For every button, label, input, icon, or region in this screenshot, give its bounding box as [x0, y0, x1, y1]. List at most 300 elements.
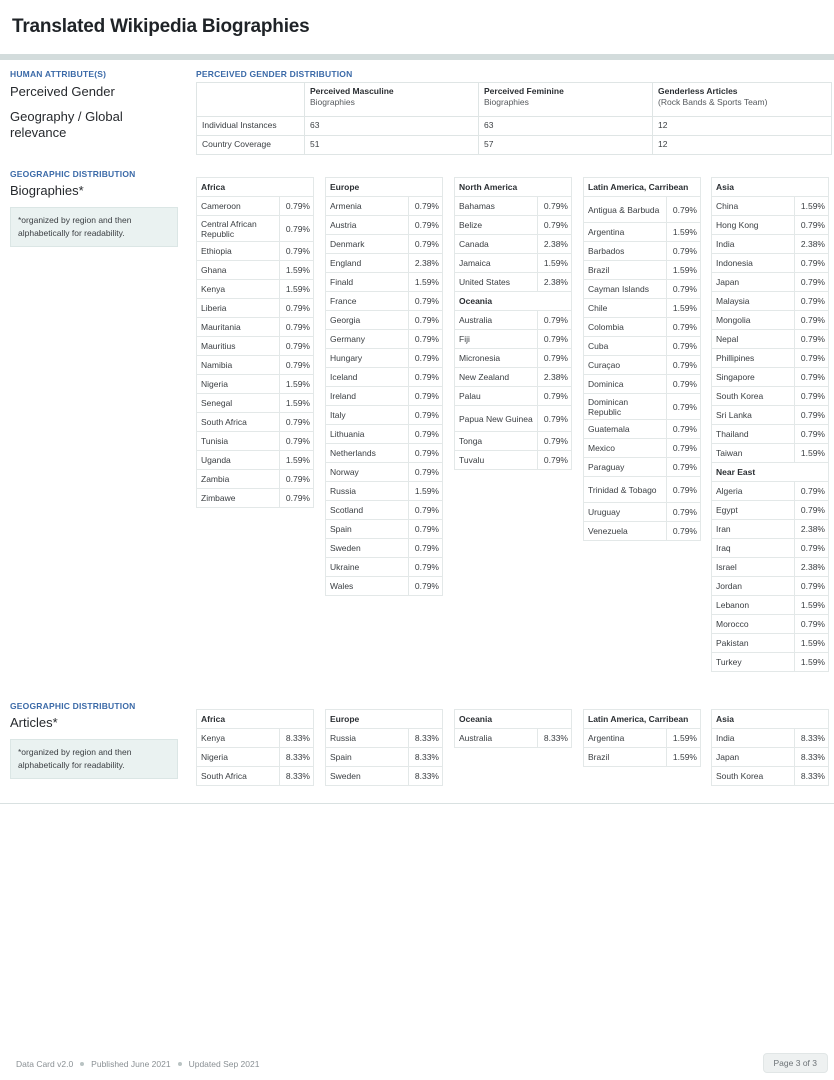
table-row [712, 349, 829, 368]
country-name: Nigeria [197, 375, 280, 394]
country-name: Tunisia [197, 432, 280, 451]
country-name: Central African Republic [197, 216, 280, 242]
country-name: Israel [712, 558, 795, 577]
country-name: Malaysia [712, 292, 795, 311]
country-share: 0.79% [538, 197, 572, 216]
country-name: China [712, 197, 795, 216]
country-share: 0.79% [795, 406, 829, 425]
region-table [711, 709, 829, 786]
country-share: 8.33% [795, 748, 829, 767]
country-name: Cameroon [197, 197, 280, 216]
country-name: India [712, 729, 795, 748]
table-row [326, 520, 443, 539]
gender-col-genderless: Genderless Articles (Rock Bands & Sports Team) [653, 83, 832, 117]
geo-biographies-label [10, 169, 136, 199]
table-row [584, 748, 701, 767]
footer-published: Published June 2021 [91, 1059, 171, 1069]
table-row [197, 413, 314, 432]
country-share: 0.79% [538, 216, 572, 235]
table-row [584, 729, 701, 748]
country-share: 8.33% [409, 748, 443, 767]
table-row [197, 489, 314, 508]
country-share: 1.59% [795, 444, 829, 463]
country-name: Australia [455, 311, 538, 330]
country-name: Micronesia [455, 349, 538, 368]
table-row [197, 748, 314, 767]
region-table [583, 177, 701, 541]
region-header-row [197, 178, 314, 197]
region-table [325, 177, 443, 596]
country-share: 1.59% [280, 375, 314, 394]
country-name: Venezuela [584, 522, 667, 541]
table-row [712, 577, 829, 596]
country-share: 0.79% [280, 413, 314, 432]
country-share: 0.79% [667, 197, 701, 223]
table-row [326, 406, 443, 425]
country-share: 0.79% [280, 432, 314, 451]
country-name: Russia [326, 729, 409, 748]
table-row [326, 330, 443, 349]
country-name: Sweden [326, 539, 409, 558]
region-name: Asia [712, 710, 829, 729]
country-name: Algeria [712, 482, 795, 501]
country-share: 0.79% [667, 356, 701, 375]
table-row [584, 318, 701, 337]
country-name: Phillipines [712, 349, 795, 368]
table-row [326, 235, 443, 254]
country-share: 8.33% [280, 767, 314, 786]
table-row [197, 767, 314, 786]
country-share: 8.33% [538, 729, 572, 748]
country-name: Singapore [712, 368, 795, 387]
table-row [584, 223, 701, 242]
country-share: 1.59% [538, 254, 572, 273]
country-share: 0.79% [409, 368, 443, 387]
table-row [326, 558, 443, 577]
country-share: 0.79% [409, 330, 443, 349]
country-name: Ireland [326, 387, 409, 406]
country-share: 0.79% [280, 337, 314, 356]
geo-biographies-eyebrow: GEOGRAPHIC DISTRIBUTION [10, 169, 136, 179]
country-name: Jordan [712, 577, 795, 596]
country-name: Australia [455, 729, 538, 748]
table-row [712, 596, 829, 615]
region-header-row [584, 710, 701, 729]
country-name: Lebanon [712, 596, 795, 615]
table-row [326, 767, 443, 786]
region-header-row [326, 178, 443, 197]
geo-articles-note: *organized by region and then alphabetically for readability. [10, 739, 178, 779]
country-share: 0.79% [280, 299, 314, 318]
region-header-row [712, 178, 829, 197]
country-share: 0.79% [409, 197, 443, 216]
country-name: Chile [584, 299, 667, 318]
table-row [584, 242, 701, 261]
country-name: Belize [455, 216, 538, 235]
country-name: Namibia [197, 356, 280, 375]
region-name: Europe [326, 710, 443, 729]
country-name: Morocco [712, 615, 795, 634]
table-row [712, 330, 829, 349]
table-row [326, 539, 443, 558]
table-row [197, 451, 314, 470]
country-share: 0.79% [409, 216, 443, 235]
table-row [326, 444, 443, 463]
separator-dot [178, 1062, 182, 1066]
table-row [712, 729, 829, 748]
country-name: United States [455, 273, 538, 292]
country-name: Mauritania [197, 318, 280, 337]
country-share: 0.79% [280, 216, 314, 242]
country-share: 0.79% [667, 375, 701, 394]
region-table [196, 709, 314, 786]
footer-version: Data Card v2.0 [16, 1059, 74, 1069]
table-row [197, 337, 314, 356]
country-name: Brazil [584, 261, 667, 280]
country-name: Cayman Islands [584, 280, 667, 299]
footer-updated: Updated Sep 2021 [188, 1059, 260, 1069]
table-row [326, 748, 443, 767]
country-share: 0.79% [795, 577, 829, 596]
country-share: 0.79% [409, 425, 443, 444]
table-row [584, 394, 701, 420]
country-name: Trinidad & Tobago [584, 477, 667, 503]
country-share: 0.79% [667, 318, 701, 337]
table-row [455, 432, 572, 451]
country-share: 1.59% [795, 596, 829, 615]
table-row [712, 406, 829, 425]
country-name: Sweden [326, 767, 409, 786]
region-header-row [197, 710, 314, 729]
human-attributes-eyebrow: HUMAN ATTRIBUTE(S) [10, 69, 107, 79]
region-name: Asia [712, 178, 829, 197]
geo-biographies-heading: Biographies* [10, 183, 84, 198]
table-row [712, 387, 829, 406]
separator-dot [80, 1062, 84, 1066]
country-name: New Zealand [455, 368, 538, 387]
table-row [326, 273, 443, 292]
country-share: 0.79% [667, 458, 701, 477]
country-name: Papua New Guinea [455, 406, 538, 432]
country-name: Argentina [584, 223, 667, 242]
table-row [712, 273, 829, 292]
country-share: 0.79% [538, 451, 572, 470]
country-name: Brazil [584, 748, 667, 767]
table-row [326, 216, 443, 235]
table-row [712, 292, 829, 311]
table-row [584, 477, 701, 503]
country-share: 0.79% [280, 489, 314, 508]
table-row [712, 748, 829, 767]
table-row [712, 254, 829, 273]
table-row [326, 368, 443, 387]
country-share: 0.79% [795, 368, 829, 387]
table-row [326, 729, 443, 748]
country-share: 2.38% [795, 558, 829, 577]
country-name: Paraguay [584, 458, 667, 477]
country-share: 0.79% [667, 522, 701, 541]
country-share: 0.79% [795, 311, 829, 330]
country-share: 0.79% [409, 520, 443, 539]
region-table [711, 177, 829, 672]
country-name: Egypt [712, 501, 795, 520]
region-name: Latin America, Carribean [584, 710, 701, 729]
region-name: Latin America, Carribean [584, 178, 701, 197]
region-header-row [712, 710, 829, 729]
table-row: Individual Instances 63 63 12 [197, 117, 832, 136]
table-row [326, 501, 443, 520]
table-row [326, 425, 443, 444]
country-name: Barbados [584, 242, 667, 261]
table-row [455, 235, 572, 254]
country-name: Scotland [326, 501, 409, 520]
country-share: 8.33% [409, 767, 443, 786]
table-row [326, 311, 443, 330]
country-name: India [712, 235, 795, 254]
country-share: 8.33% [409, 729, 443, 748]
country-share: 0.79% [409, 558, 443, 577]
country-name: South Korea [712, 387, 795, 406]
country-share: 0.79% [667, 477, 701, 503]
table-row [712, 444, 829, 463]
country-name: Fiji [455, 330, 538, 349]
country-share: 8.33% [795, 767, 829, 786]
country-share: 1.59% [409, 482, 443, 501]
region-name: Near East [712, 463, 829, 482]
country-share: 0.79% [409, 539, 443, 558]
table-row [584, 439, 701, 458]
country-name: Kenya [197, 280, 280, 299]
table-row [326, 254, 443, 273]
country-name: Cuba [584, 337, 667, 356]
attribute-geography: Geography / Global relevance [10, 109, 123, 140]
country-share: 0.79% [667, 394, 701, 420]
table-row [326, 577, 443, 596]
country-share: 0.79% [409, 387, 443, 406]
table-row [584, 337, 701, 356]
country-name: Japan [712, 748, 795, 767]
country-share: 0.79% [795, 387, 829, 406]
country-name: Uruguay [584, 503, 667, 522]
header-divider [0, 54, 834, 60]
country-share: 8.33% [280, 748, 314, 767]
country-share: 0.79% [409, 501, 443, 520]
country-share: 0.79% [538, 349, 572, 368]
region-header-row [712, 463, 829, 482]
country-share: 1.59% [795, 197, 829, 216]
country-share: 0.79% [667, 420, 701, 439]
country-share: 0.79% [409, 463, 443, 482]
region-name: Europe [326, 178, 443, 197]
table-row [197, 470, 314, 489]
country-name: Spain [326, 520, 409, 539]
country-name: Liberia [197, 299, 280, 318]
country-share: 1.59% [667, 299, 701, 318]
country-name: Spain [326, 748, 409, 767]
country-name: Denmark [326, 235, 409, 254]
geo-articles-label [10, 701, 136, 731]
table-row [197, 318, 314, 337]
table-row [584, 375, 701, 394]
country-name: Senegal [197, 394, 280, 413]
country-share: 0.79% [409, 406, 443, 425]
country-name: Guatemala [584, 420, 667, 439]
table-row [197, 197, 314, 216]
table-row [584, 261, 701, 280]
country-name: Taiwan [712, 444, 795, 463]
country-name: Antigua & Barbuda [584, 197, 667, 223]
table-row [584, 299, 701, 318]
region-table [196, 177, 314, 508]
table-row [584, 197, 701, 223]
gender-distribution-table [196, 82, 832, 155]
country-name: Italy [326, 406, 409, 425]
human-attributes-section [10, 69, 180, 141]
region-name: Oceania [455, 710, 572, 729]
country-share: 0.79% [667, 503, 701, 522]
country-share: 2.38% [795, 520, 829, 539]
table-row [197, 729, 314, 748]
country-name: England [326, 254, 409, 273]
table-row [326, 349, 443, 368]
country-share: 0.79% [795, 273, 829, 292]
country-name: Pakistan [712, 634, 795, 653]
country-name: Ethiopia [197, 242, 280, 261]
table-row [712, 501, 829, 520]
region-header-row [455, 292, 572, 311]
country-share: 0.79% [795, 615, 829, 634]
country-name: Canada [455, 235, 538, 254]
geo-articles-heading: Articles* [10, 715, 58, 730]
country-share: 8.33% [280, 729, 314, 748]
country-share: 0.79% [409, 235, 443, 254]
region-name: Africa [197, 178, 314, 197]
table-row [584, 280, 701, 299]
country-name: Nigeria [197, 748, 280, 767]
country-name: Nepal [712, 330, 795, 349]
gender-col-masculine: Perceived Masculine Biographies [305, 83, 479, 117]
country-share: 0.79% [667, 337, 701, 356]
table-row [326, 387, 443, 406]
country-name: Iceland [326, 368, 409, 387]
country-share: 1.59% [280, 394, 314, 413]
region-name: Africa [197, 710, 314, 729]
country-share: 1.59% [795, 634, 829, 653]
country-share: 2.38% [409, 254, 443, 273]
table-row [455, 368, 572, 387]
table-row [197, 356, 314, 375]
country-name: Sri Lanka [712, 406, 795, 425]
country-name: South Africa [197, 413, 280, 432]
table-row [712, 235, 829, 254]
country-name: Germany [326, 330, 409, 349]
country-share: 1.59% [667, 729, 701, 748]
country-share: 0.79% [795, 349, 829, 368]
region-header-row [455, 710, 572, 729]
gender-table-corner [197, 83, 305, 117]
country-name: Indonesia [712, 254, 795, 273]
country-name: Jamaica [455, 254, 538, 273]
table-row [712, 197, 829, 216]
table-row [712, 615, 829, 634]
country-share: 0.79% [280, 318, 314, 337]
country-name: Georgia [326, 311, 409, 330]
region-table [325, 709, 443, 786]
country-share: 1.59% [280, 451, 314, 470]
country-share: 0.79% [667, 439, 701, 458]
country-share: 1.59% [280, 261, 314, 280]
country-name: Mexico [584, 439, 667, 458]
table-row [455, 197, 572, 216]
region-header-row [584, 178, 701, 197]
country-name: South Africa [197, 767, 280, 786]
region-header-row [455, 178, 572, 197]
table-row [712, 482, 829, 501]
country-name: Lithuania [326, 425, 409, 444]
table-row [712, 539, 829, 558]
page-indicator: Page 3 of 3 [763, 1053, 828, 1073]
table-row [455, 273, 572, 292]
country-share: 1.59% [667, 223, 701, 242]
country-share: 0.79% [409, 311, 443, 330]
country-name: Netherlands [326, 444, 409, 463]
region-name: Oceania [455, 292, 572, 311]
country-share: 1.59% [667, 748, 701, 767]
region-table [583, 709, 701, 767]
country-name: Argentina [584, 729, 667, 748]
country-name: Ukraine [326, 558, 409, 577]
table-row [712, 634, 829, 653]
country-share: 0.79% [667, 280, 701, 299]
geo-articles-eyebrow: GEOGRAPHIC DISTRIBUTION [10, 701, 136, 711]
country-share: 0.79% [538, 406, 572, 432]
table-row [712, 216, 829, 235]
country-share: 8.33% [795, 729, 829, 748]
country-name: Tuvalu [455, 451, 538, 470]
country-share: 0.79% [409, 444, 443, 463]
country-name: Tonga [455, 432, 538, 451]
region-header-row [326, 710, 443, 729]
country-name: Palau [455, 387, 538, 406]
gender-col-feminine: Perceived Feminine Biographies [479, 83, 653, 117]
table-row [197, 216, 314, 242]
country-share: 0.79% [409, 349, 443, 368]
country-name: Armenia [326, 197, 409, 216]
table-row [712, 368, 829, 387]
table-row [197, 394, 314, 413]
country-share: 2.38% [538, 368, 572, 387]
country-share: 0.79% [795, 425, 829, 444]
table-row [326, 482, 443, 501]
table-row [197, 242, 314, 261]
table-row [712, 311, 829, 330]
country-name: Bahamas [455, 197, 538, 216]
country-name: Ghana [197, 261, 280, 280]
country-name: Thailand [712, 425, 795, 444]
country-share: 0.79% [538, 432, 572, 451]
country-share: 1.59% [280, 280, 314, 299]
table-row [712, 653, 829, 672]
country-name: Russia [326, 482, 409, 501]
country-name: Dominican Republic [584, 394, 667, 420]
country-name: Zimbawe [197, 489, 280, 508]
table-row [455, 729, 572, 748]
gender-distribution-eyebrow: PERCEIVED GENDER DISTRIBUTION [196, 69, 353, 79]
table-row [455, 349, 572, 368]
country-name: Zambia [197, 470, 280, 489]
country-name: France [326, 292, 409, 311]
table-row [455, 216, 572, 235]
